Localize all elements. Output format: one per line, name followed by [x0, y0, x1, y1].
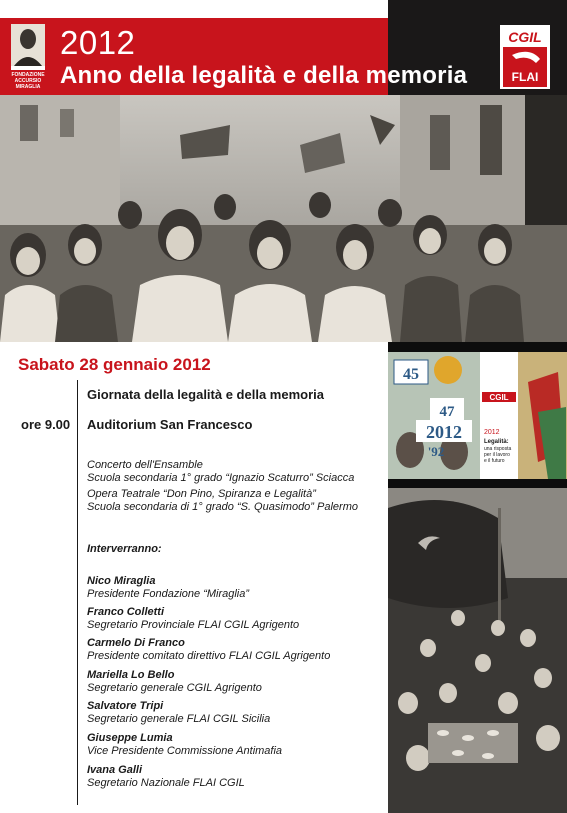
- speaker-role: Segretario generale CGIL Agrigento: [87, 682, 262, 694]
- poster-tagline-1: Legalità:: [484, 439, 509, 445]
- flai-logo-text: FLAI: [511, 70, 539, 84]
- svg-text:FONDAZIONE: FONDAZIONE: [11, 72, 45, 78]
- page-year: 2012: [60, 24, 136, 61]
- svg-text:MIRAGLIA: MIRAGLIA: [15, 84, 41, 90]
- header-top-strip: [0, 0, 388, 18]
- svg-text:ACCURSIO: ACCURSIO: [14, 78, 42, 84]
- speaker-name: Franco Colletti: [87, 606, 165, 618]
- speaker-name: Salvatore Tripi: [87, 700, 164, 712]
- speaker-role: Presidente Fondazione “Miraglia”: [87, 588, 250, 600]
- poster-number-47: 47: [439, 404, 455, 420]
- poster-number-92: '92: [427, 444, 445, 459]
- page-title: Anno della legalità e della memoria: [60, 62, 468, 89]
- flag-crowd-photo: [388, 488, 567, 813]
- speaker-name: Nico Miraglia: [87, 575, 156, 587]
- event-time: ore 9.00: [21, 417, 71, 432]
- speaker-role: Vice Presidente Commissione Antimafia: [87, 745, 283, 757]
- poster-number-2012: 2012: [426, 422, 462, 442]
- program-item-title: Concerto dell'Ensamble: [87, 459, 203, 471]
- poster-brand: CGIL: [489, 393, 509, 402]
- speaker-role: Presidente comitato direttivo FLAI CGIL Agrigento: [87, 650, 331, 662]
- program-item-detail: Scuola secondaria di 1° grado “S. Quasimodo” Palermo: [87, 501, 358, 513]
- speaker-name: Carmelo Di Franco: [87, 637, 185, 649]
- fondazione-miraglia-logo: [8, 22, 48, 90]
- cgil-flai-logo: [500, 25, 550, 89]
- speaker-role: Segretario Provinciale FLAI CGIL Agrigento: [87, 619, 300, 631]
- hero-crowd-photo: [0, 95, 567, 342]
- speaker-name: Mariella Lo Bello: [87, 669, 175, 681]
- poster-number-45: 45: [403, 366, 419, 383]
- cgil-logo-text: CGIL: [508, 29, 542, 45]
- speaker-role: Segretario Nazionale FLAI CGIL: [87, 777, 245, 789]
- poster-year: 2012: [484, 429, 500, 436]
- vertical-divider: [77, 380, 78, 805]
- program-item-title: Opera Teatrale “Don Pino, Spiranza e Legalità”: [87, 488, 316, 500]
- poster-tagline-2: una risposta: [484, 446, 512, 452]
- speakers-heading: Interverranno:: [87, 543, 162, 555]
- poster-tagline-4: e il futuro: [484, 458, 505, 464]
- speaker-name: Ivana Galli: [87, 764, 143, 776]
- speaker-name: Giuseppe Lumia: [87, 732, 173, 744]
- anniversary-poster-image: [388, 352, 567, 479]
- speaker-role: Segretario generale FLAI CGIL Sicilia: [87, 713, 271, 725]
- program-item-detail: Scuola secondaria 1° grado “Ignazio Scaturro” Sciacca: [87, 472, 355, 484]
- event-title: Giornata della legalità e della memoria: [87, 387, 324, 402]
- event-date: Sabato 28 gennaio 2012: [18, 355, 211, 374]
- event-venue: Auditorium San Francesco: [87, 417, 253, 432]
- poster-tagline-3: per il lavoro: [484, 452, 510, 458]
